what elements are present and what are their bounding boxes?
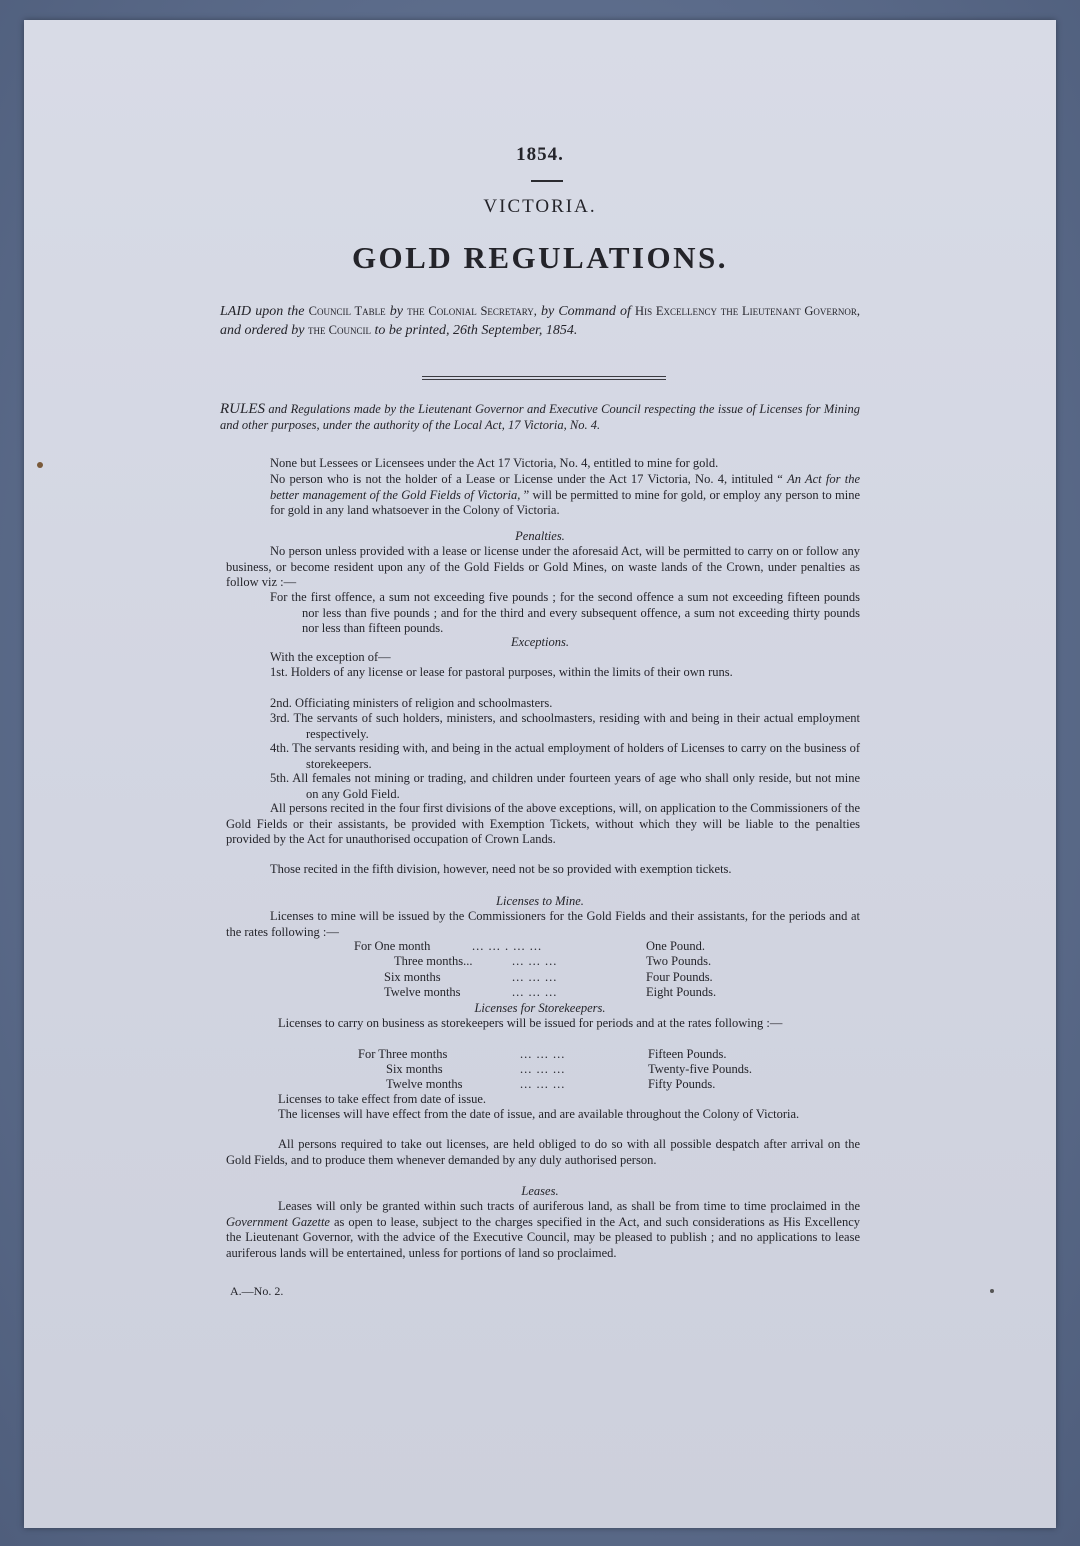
paper-stain (37, 462, 43, 468)
paragraph-licenses-storekeepers: Licenses to carry on business as storekeepers will be issued for periods and at the rates following :— (278, 1016, 783, 1030)
heading-licenses-storekeepers: Licenses for Storekeepers. (474, 1001, 606, 1015)
mine-rate-price: Two Pounds. (646, 954, 712, 968)
mine-rate-period: For One month (354, 939, 431, 953)
page-reference: A.—No. 2. (230, 1284, 284, 1298)
leader-dots: ... ... ... (512, 985, 558, 999)
store-rate-price: Twenty-five Pounds. (648, 1062, 752, 1076)
mine-rate-period: Three months... (394, 954, 473, 968)
store-rate-period: Six months (386, 1062, 443, 1076)
heading-exceptions: Exceptions. (511, 635, 569, 649)
document-title: GOLD REGULATIONS. (351, 240, 729, 275)
header-rule (531, 180, 563, 182)
exception-item-1: 1st. Holders of any license or lease for pastoral purposes, within the limits of their own runs. (270, 665, 733, 679)
leader-dots: ... ... ... (512, 954, 558, 968)
exception-item-4: 4th. The servants residing with, and being in the actual employment of holders of Licenses to carry on the business of storekeepers. (270, 741, 860, 771)
mine-rate-period: Twelve months (384, 985, 461, 999)
heading-leases: Leases. (521, 1184, 559, 1198)
paragraph-those-recited: Those recited in the fifth division, however, need not be so provided with exemption tickets. (270, 862, 732, 876)
paragraph-take-effect: Licenses to take effect from date of issue. (278, 1092, 487, 1106)
exception-item-3: 3rd. The servants of such holders, ministers, and schoolmasters, residing with and being in their actual employment respectively. (270, 711, 860, 741)
document-year: 1854. (516, 144, 564, 165)
colony-name: VICTORIA. (483, 196, 597, 217)
leader-dots: ... ... ... (520, 1047, 566, 1061)
paragraph-penalties: No person unless provided with a lease or license under the aforesaid Act, will be permitted to carry on or follow any business, or become resident upon any of the Gold Fields or Gold Mines, on waste lands of the Crown, under penalties as follow viz :— (226, 544, 860, 589)
leader-dots: ... ... ... (520, 1062, 566, 1076)
store-rate-period: For Three months (358, 1047, 448, 1061)
store-rate-price: Fifteen Pounds. (648, 1047, 727, 1061)
paragraph-obliged: All persons required to take out licenses, are held obliged to do so with all possible despatch after arrival on the Gold Fields, and to produce them whenever demanded by any duly authorised person. (226, 1137, 860, 1167)
heading-licenses-to-mine: Licenses to Mine. (496, 894, 584, 908)
leader-dots: ... ... . ... ... (472, 939, 543, 953)
paper-stain (990, 1289, 994, 1293)
laid-upon-notice: LAID upon the Council Table by the Colonial Secretary, by Command of His Excellency the Lieutenant Governor, and ordered by the Council to be printed, 26th September, 1854. (220, 304, 861, 338)
section-divider (422, 376, 666, 380)
paragraph-first-offence: For the first offence, a sum not exceeding five pounds ; for the second offence a sum not exceeding fifteen pounds nor less than five pounds ; and for the third and every subsequent offence, a sum not exceeding thirty pounds nor less than fifteen pounds. (270, 590, 860, 635)
exception-item-5: 5th. All females not mining or trading, and children under fourteen years of age who shall only reside, but not mine on any Gold Field. (270, 771, 860, 801)
mine-rate-price: Eight Pounds. (646, 985, 717, 999)
leader-dots: ... ... ... (520, 1077, 566, 1091)
store-rate-price: Fifty Pounds. (648, 1077, 716, 1091)
rules-preamble: RULES and Regulations made by the Lieutenant Governor and Executive Council respecting the issue of Licenses for Mining and other purposes, under the authority of the Local Act, 17 Victoria, No. 4. (220, 401, 860, 432)
exception-item-2: 2nd. Officiating ministers of religion and schoolmasters. (270, 696, 553, 710)
leader-dots: ... ... ... (512, 970, 558, 984)
paragraph-leases: Leases will only be granted within such tracts of auriferous land, as shall be from time to time proclaimed in the Government Gazette as open to lease, subject to the charges specified in the Act, and such considerations as His Excellency the Lieutenant Governor, with the advice of the Executive Council, may be pleased to publish ; and no applications to lease auriferous lands will be entertained, unless for portions of land so proclaimed. (226, 1199, 861, 1260)
document-page (24, 20, 1056, 1528)
mine-rate-price: Four Pounds. (646, 970, 713, 984)
mine-rate-period: Six months (384, 970, 441, 984)
paragraph-effect-from-issue: The licenses will have effect from the date of issue, and are available throughout the Colony of Victoria. (278, 1107, 800, 1121)
store-rate-period: Twelve months (386, 1077, 463, 1091)
paragraph-no-person: No person who is not the holder of a Lease or License under the Act 17 Victoria, No. 4, intituled “ An Act for the better management of the Gold Fields of Victoria, ” will be permitted to mine for gold, or employ any person to mine for gold in any land whatsoever in the Colony of Victoria. (270, 472, 860, 517)
paragraph-none-but: None but Lessees or Licensees under the Act 17 Victoria, No. 4, entitled to mine for gold. (270, 456, 719, 470)
paragraph-all-persons: All persons recited in the four first divisions of the above exceptions, will, on application to the Commissioners of the Gold Fields or their assistants, be provided with Exemption Tickets, without which they will be liable to the penalties provided by the Act for unauthorised occupation of Crown Lands. (226, 801, 860, 846)
paragraph-exception-intro: With the exception of— (270, 650, 391, 664)
paragraph-licenses-mine: Licenses to mine will be issued by the Commissioners for the Gold Fields and their assistants, for the periods and at the rates following :— (226, 909, 860, 939)
mine-rate-price: One Pound. (646, 939, 706, 953)
heading-penalties: Penalties. (515, 529, 565, 543)
